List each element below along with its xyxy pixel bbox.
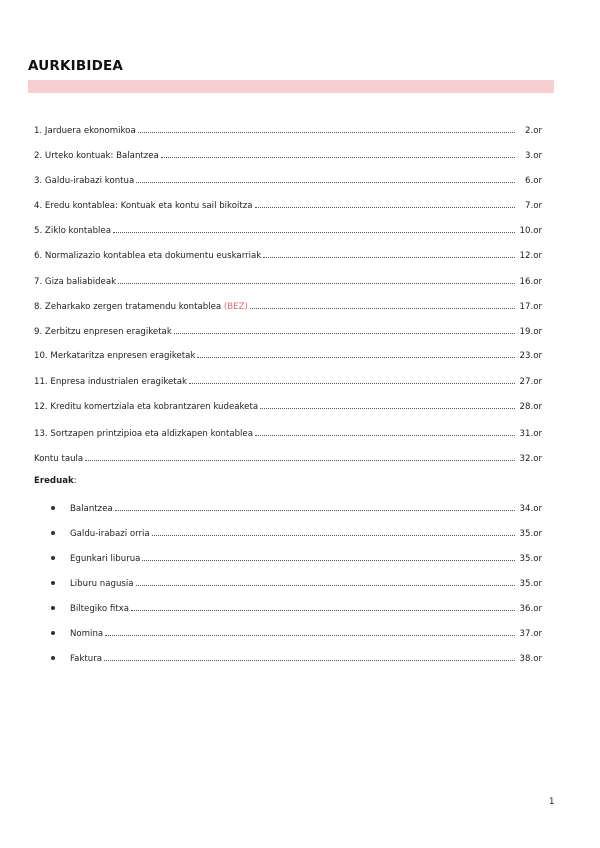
dot-leader xyxy=(152,527,515,536)
model-entry-label: Liburu nagusia xyxy=(70,579,134,589)
model-entry-page: 35.or xyxy=(519,529,542,539)
toc-entry-page: 7.or xyxy=(525,201,542,211)
toc-entry-page: 16.or xyxy=(519,277,542,287)
toc-entry-page: 19.or xyxy=(519,327,542,337)
dot-leader xyxy=(115,502,515,511)
dot-leader xyxy=(197,349,515,358)
toc-entry-page: 32.or xyxy=(519,454,542,464)
toc-entry-page: 31.or xyxy=(519,429,542,439)
toc-entry[interactable] xyxy=(34,124,542,137)
model-entry-page: 37.or xyxy=(519,629,542,639)
dot-leader xyxy=(131,602,515,611)
toc-entry-label: 7. Giza baliabideak xyxy=(34,277,117,287)
toc-entry-label: 3. Galdu-irabazi kontua xyxy=(34,176,135,186)
toc-entry[interactable] xyxy=(34,224,542,237)
model-entry-page: 34.or xyxy=(519,504,542,514)
toc-entry-page: 2.or xyxy=(525,126,542,136)
model-entry[interactable] xyxy=(70,527,542,540)
bullet-icon xyxy=(51,606,55,610)
toc-entry-page: 3.or xyxy=(525,151,542,161)
model-entry-page: 35.or xyxy=(519,579,542,589)
dot-leader xyxy=(255,427,515,436)
page-number: 1 xyxy=(549,797,555,807)
toc-entry-label: 1. Jarduera ekonomikoa xyxy=(34,126,136,136)
dot-leader xyxy=(113,224,515,233)
bullet-icon xyxy=(51,506,55,510)
toc-entry-page: 17.or xyxy=(519,302,542,312)
toc-entry-label: 4. Eredu kontablea: Kontuak eta kontu sail bikoitza xyxy=(34,201,253,211)
dot-leader xyxy=(138,124,515,133)
toc-entry[interactable] xyxy=(34,300,542,313)
models-heading-text: Ereduak xyxy=(34,476,74,486)
bullet-icon xyxy=(51,581,55,585)
toc-entry-page: 28.or xyxy=(519,402,542,412)
dot-leader xyxy=(105,627,515,636)
toc-entry-label: 12. Kreditu komertziala eta kobrantzaren kudeaketa xyxy=(34,402,259,412)
toc-entry-label xyxy=(34,301,248,313)
title-band xyxy=(28,80,554,93)
dot-leader xyxy=(255,199,516,208)
bullet-icon xyxy=(51,556,55,560)
dot-leader xyxy=(136,174,515,183)
toc-entry-label: Kontu taula xyxy=(34,454,84,464)
toc-entry-label: 2. Urteko kontuak: Balantzea xyxy=(34,151,159,161)
toc-entry-page: 10.or xyxy=(519,226,542,236)
toc-entry-label: 10. Merkataritza enpresen eragiketak xyxy=(34,351,196,361)
toc-entry-page: 23.or xyxy=(519,351,542,361)
model-entry-label: Nomina xyxy=(70,629,104,639)
toc-entry-label: 9. Zerbitzu enpresen eragiketak xyxy=(34,327,172,337)
toc-entry-label: 6. Normalizazio kontablea eta dokumentu euskarriak xyxy=(34,251,262,261)
toc-entry[interactable] xyxy=(34,452,542,465)
dot-leader xyxy=(85,452,515,461)
bullet-icon xyxy=(51,656,55,660)
models-heading xyxy=(34,476,77,486)
toc-entry[interactable] xyxy=(34,427,542,440)
dot-leader xyxy=(250,300,515,309)
model-entry[interactable] xyxy=(70,577,542,590)
dot-leader xyxy=(104,652,515,661)
toc-entry[interactable] xyxy=(34,199,542,212)
dot-leader xyxy=(118,275,515,284)
toc-entry[interactable] xyxy=(34,149,542,162)
model-entry[interactable] xyxy=(70,552,542,565)
model-entry[interactable] xyxy=(70,652,542,665)
toc-entry-label: 13. Sortzapen printzipioa eta aldizkapen kontablea xyxy=(34,429,253,439)
model-entry[interactable] xyxy=(70,502,542,515)
model-entry-page: 38.or xyxy=(519,654,542,664)
dot-leader xyxy=(189,375,515,384)
model-entry-label: Biltegiko fitxa xyxy=(70,604,129,614)
toc-entry[interactable] xyxy=(34,275,542,288)
toc-entry-page: 6.or xyxy=(525,176,542,186)
dot-leader xyxy=(142,552,515,561)
model-entry-label: Balantzea xyxy=(70,504,113,514)
toc-entry[interactable] xyxy=(34,174,542,187)
model-entry-label: Egunkari liburua xyxy=(70,554,141,564)
model-entry-label: Faktura xyxy=(70,654,103,664)
dot-leader xyxy=(260,400,515,409)
toc-entry[interactable] xyxy=(34,400,542,413)
toc-entry-label: 5. Ziklo kontablea xyxy=(34,226,111,236)
toc-entry[interactable] xyxy=(34,249,542,262)
toc-entry[interactable] xyxy=(34,375,542,388)
model-entry-label: Galdu-irabazi orria xyxy=(70,529,150,539)
models-heading-colon: : xyxy=(73,476,77,486)
bullet-icon xyxy=(51,631,55,635)
toc-entry[interactable] xyxy=(34,325,542,338)
page-title: AURKIBIDEA xyxy=(28,58,124,74)
model-entry[interactable] xyxy=(70,602,542,615)
dot-leader xyxy=(136,577,515,586)
dot-leader xyxy=(161,149,515,158)
model-entry-page: 36.or xyxy=(519,604,542,614)
bullet-icon xyxy=(51,531,55,535)
toc-entry-page: 12.or xyxy=(519,251,542,261)
dot-leader xyxy=(174,325,515,334)
toc-entry-page: 27.or xyxy=(519,377,542,387)
toc-entry[interactable] xyxy=(34,349,542,362)
model-entry-page: 35.or xyxy=(519,554,542,564)
model-entry[interactable] xyxy=(70,627,542,640)
bez-highlight: (BEZ) xyxy=(223,302,248,312)
toc-entry-label: 11. Enpresa industrialen eragiketak xyxy=(34,377,187,387)
toc-entry-label-text: 8. Zeharkako zergen tratamendu kontablea xyxy=(34,302,222,312)
dot-leader xyxy=(263,249,515,258)
